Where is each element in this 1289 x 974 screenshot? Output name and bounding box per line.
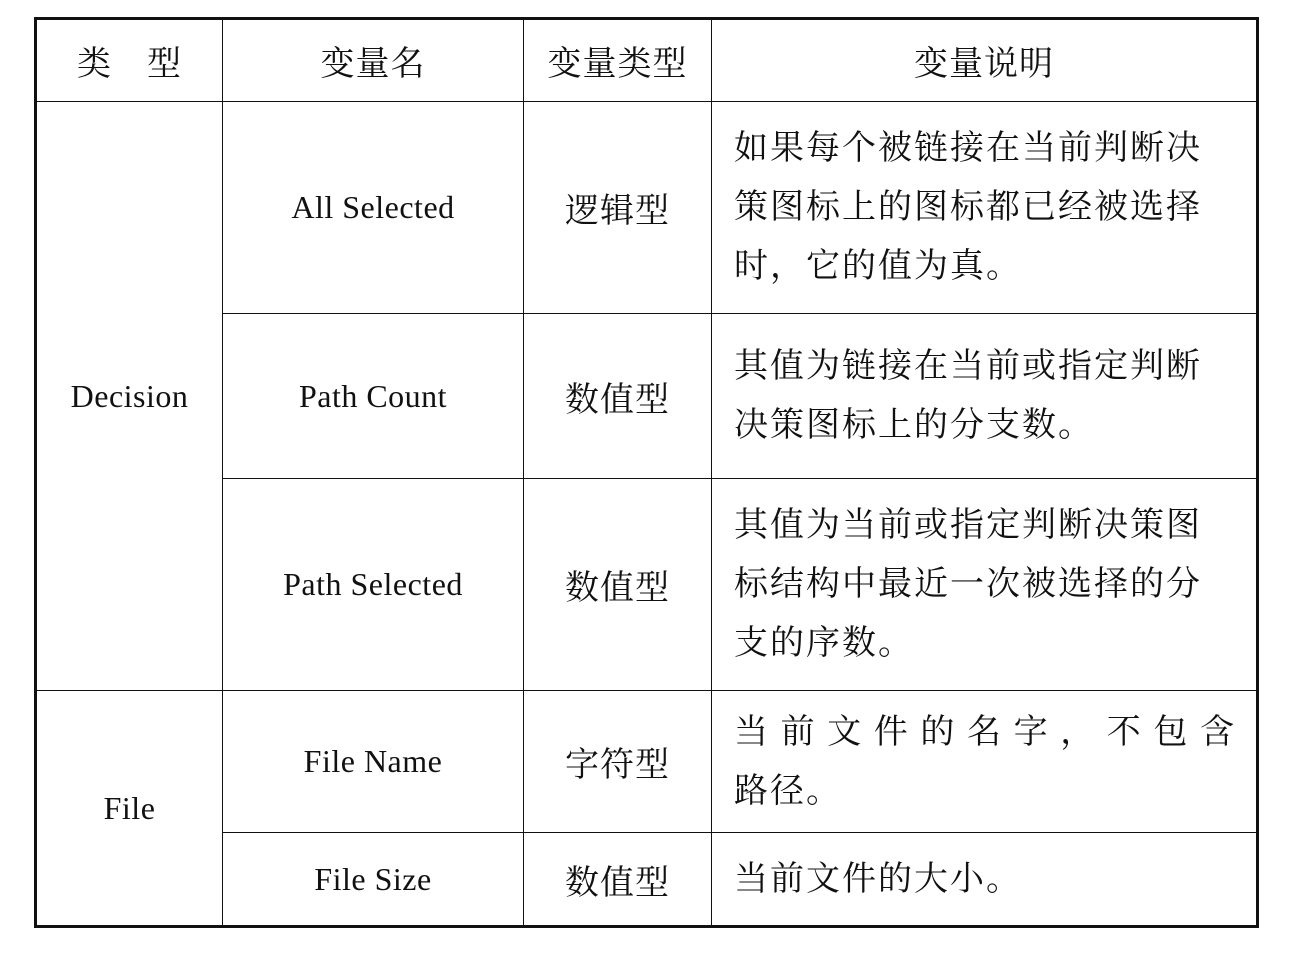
var-desc-cell: 如果每个被链接在当前判断决策图标上的图标都已经被选择时，它的值为真。 [712, 102, 1258, 314]
header-var-type: 变量类型 [524, 19, 712, 102]
var-desc-cell: 其值为当前或指定判断决策图标结构中最近一次被选择的分支的序数。 [712, 479, 1258, 691]
var-name-cell: File Size [223, 833, 524, 927]
var-type-cell: 数值型 [524, 479, 712, 691]
var-name-cell: Path Selected [223, 479, 524, 691]
var-name-cell: Path Count [223, 314, 524, 479]
var-desc-cell: 当前文件的大小。 [712, 833, 1258, 927]
var-desc-cell [712, 691, 1258, 833]
var-type-cell: 字符型 [524, 691, 712, 833]
variables-table [34, 17, 1259, 928]
var-name-cell: All Selected [223, 102, 524, 314]
header-type: 类 型 [36, 19, 223, 102]
var-desc-line: 当前文件的名字，不包含 [734, 711, 1236, 752]
var-type-cell: 数值型 [524, 314, 712, 479]
var-desc-cell: 其值为链接在当前或指定判断决策图标上的分支数。 [712, 314, 1258, 479]
group-type-decision: Decision [36, 102, 223, 691]
header-var-desc: 变量说明 [712, 19, 1258, 102]
header-var-name: 变量名 [223, 19, 524, 102]
table-row [36, 691, 1258, 833]
group-type-file: File [36, 691, 223, 927]
var-type-cell: 数值型 [524, 833, 712, 927]
table-row [36, 102, 1258, 314]
var-desc-line: 路径。 [734, 770, 842, 811]
var-name-cell: File Name [223, 691, 524, 833]
var-type-cell: 逻辑型 [524, 102, 712, 314]
table-header-row [36, 19, 1258, 102]
